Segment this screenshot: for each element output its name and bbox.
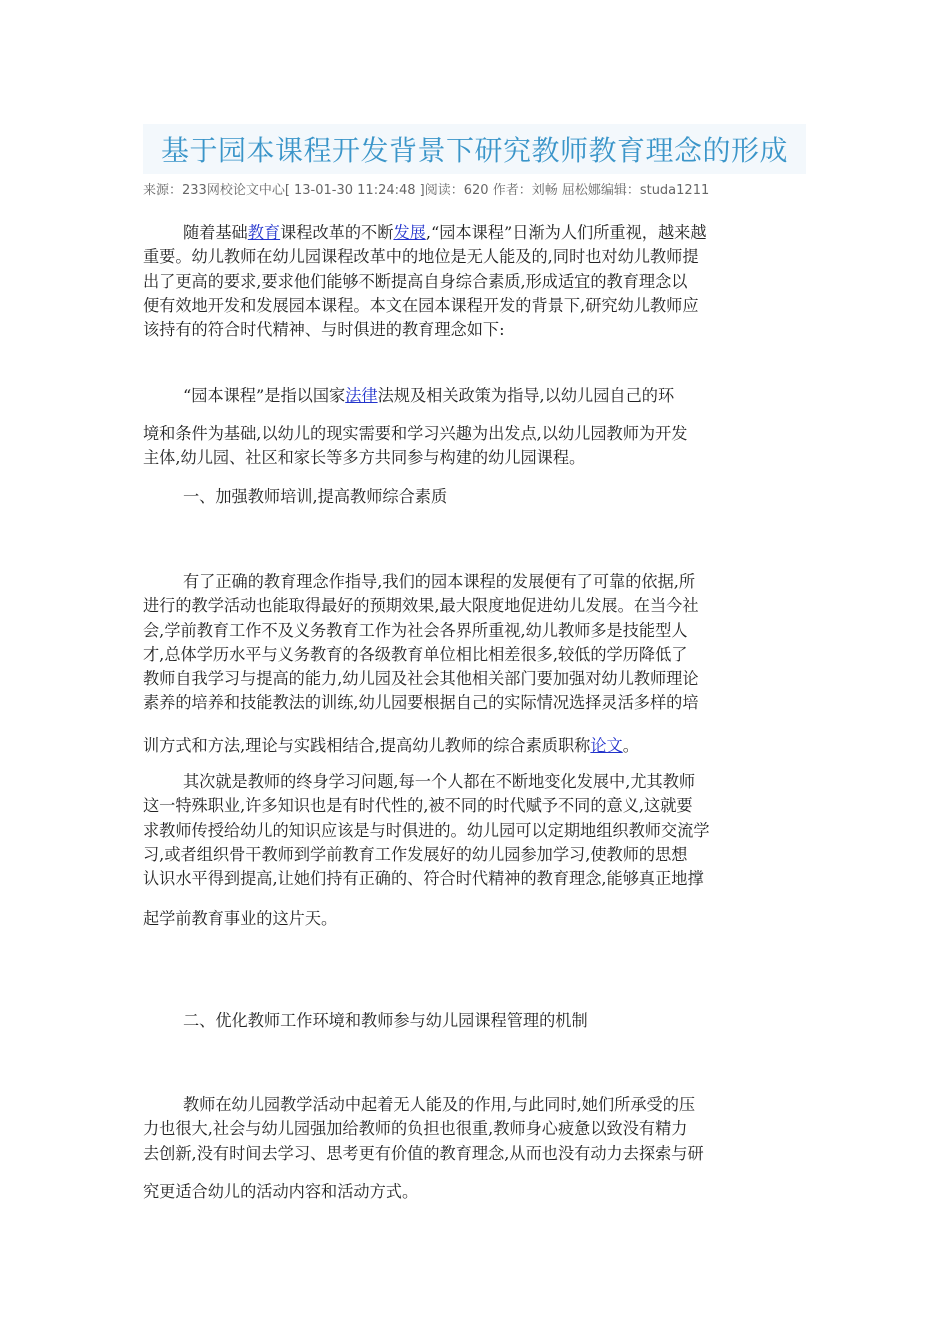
paragraph-line: 这一特殊职业,许多知识也是有时代性的,被不同的时代赋予不同的意义,这就要 — [143, 796, 693, 816]
link-education[interactable]: 教育 — [247, 223, 281, 242]
paragraph-line: 便有效地开发和发展园本课程。本文在园本课程开发的背景下,研究幼儿教师应 — [143, 295, 699, 315]
paragraph-line: 教师自我学习与提高的能力,幼儿园及社会其他相关部门要加强对幼儿教师理论 — [143, 669, 699, 689]
paragraph-line: 有了正确的教育理念作指导,我们的园本课程的发展便有了可靠的依据,所 — [183, 572, 696, 591]
paragraph-line: 才,总体学历水平与义务教育的各级教育单位相比相差很多,较低的学历降低了 — [143, 644, 688, 664]
paragraph-line: 习,或者组织骨干教师到学前教育工作发展好的幼儿园参加学习,使教师的思想 — [143, 844, 688, 864]
paragraph-training — [143, 570, 808, 716]
link-development[interactable]: 发展 — [393, 223, 426, 242]
section-heading-1: 一、加强教师培训,提高教师综合素质 — [183, 487, 448, 506]
paragraph-line: 随着基础教育课程改革的不断发展,“园本课程”日渐为人们所重视，越来越 — [183, 223, 707, 242]
paragraph-work-environment — [143, 1093, 808, 1166]
paragraph-lifelong-learning — [143, 770, 808, 891]
paragraph-line: 境和条件为基础,以幼儿的现实需要和学习兴趣为出发点,以幼儿园教师为开发 — [143, 424, 688, 443]
paragraph-line: 会,学前教育工作不及义务教育工作为社会各界所重视,幼儿教师多是技能型人 — [143, 620, 688, 640]
article-meta: 来源：233网校论文中心[ 13-01-30 11:24:48 ]阅读：620 作者：刘畅 屈松娜编辑：studa1211 — [143, 183, 710, 198]
paragraph-line: 起学前教育事业的这片天。 — [143, 909, 338, 928]
link-law[interactable]: 法律 — [345, 386, 378, 405]
paragraph-line: 认识水平得到提高,让她们持有正确的、符合时代精神的教育理念,能够真正地撑 — [143, 869, 704, 889]
paragraph-line: 出了更高的要求,要求他们能够不断提高自身综合素质,形成适宜的教育理念以 — [143, 271, 688, 291]
paragraph-line: 重要。幼儿教师在幼儿园课程改革中的地位是无人能及的,同时也对幼儿教师提 — [143, 247, 699, 267]
paragraph-line: 其次就是教师的终身学习问题,每一个人都在不断地变化发展中,尤其教师 — [183, 772, 696, 791]
paragraph-line: 素养的培养和技能教法的训练,幼儿园要根据自己的实际情况选择灵活多样的培 — [143, 693, 699, 713]
paragraph-training-end — [143, 734, 808, 758]
title-banner — [143, 124, 806, 174]
article-title: 基于园本课程开发背景下研究教师教育理念的形成 — [160, 134, 788, 167]
paragraph-line: 究更适合幼儿的活动内容和活动方式。 — [143, 1182, 419, 1201]
paragraph-definition-cont — [143, 422, 808, 471]
paragraph-line: 主体,幼儿园、社区和家长等多方共同参与构建的幼儿园课程。 — [143, 448, 586, 468]
paragraph-line: “园本课程”是指以国家法律法规及相关政策为指导,以幼儿园自己的环 — [183, 386, 675, 405]
paragraph-intro — [143, 221, 808, 342]
section-heading-2: 二、优化教师工作环境和教师参与幼儿园课程管理的机制 — [183, 1011, 588, 1030]
paragraph-line: 训方式和方法,理论与实践相结合,提高幼儿教师的综合素质职称论文。 — [143, 736, 639, 755]
paragraph-line: 进行的教学活动也能取得最好的预期效果,最大限度地促进幼儿发展。在当今社 — [143, 596, 699, 616]
paragraph-work-environment-end — [143, 1180, 808, 1204]
paragraph-line: 去创新,没有时间去学习、思考更有价值的教育理念,从而也没有动力去探索与研 — [143, 1143, 704, 1163]
paragraph-definition — [143, 384, 808, 408]
paragraph-line: 该持有的符合时代精神、与时俱进的教育理念如下: — [143, 320, 505, 340]
paragraph-line: 求教师传授给幼儿的知识应该是与时俱进的。幼儿园可以定期地组织教师交流学 — [143, 820, 710, 840]
link-paper[interactable]: 论文 — [590, 736, 623, 755]
paragraph-line: 教师在幼儿园教学活动中起着无人能及的作用,与此同时,她们所承受的压 — [183, 1095, 696, 1114]
paragraph-lifelong-learning-end — [143, 907, 808, 931]
paragraph-line: 力也很大,社会与幼儿园强加给教师的负担也很重,教师身心疲惫以致没有精力 — [143, 1119, 688, 1139]
